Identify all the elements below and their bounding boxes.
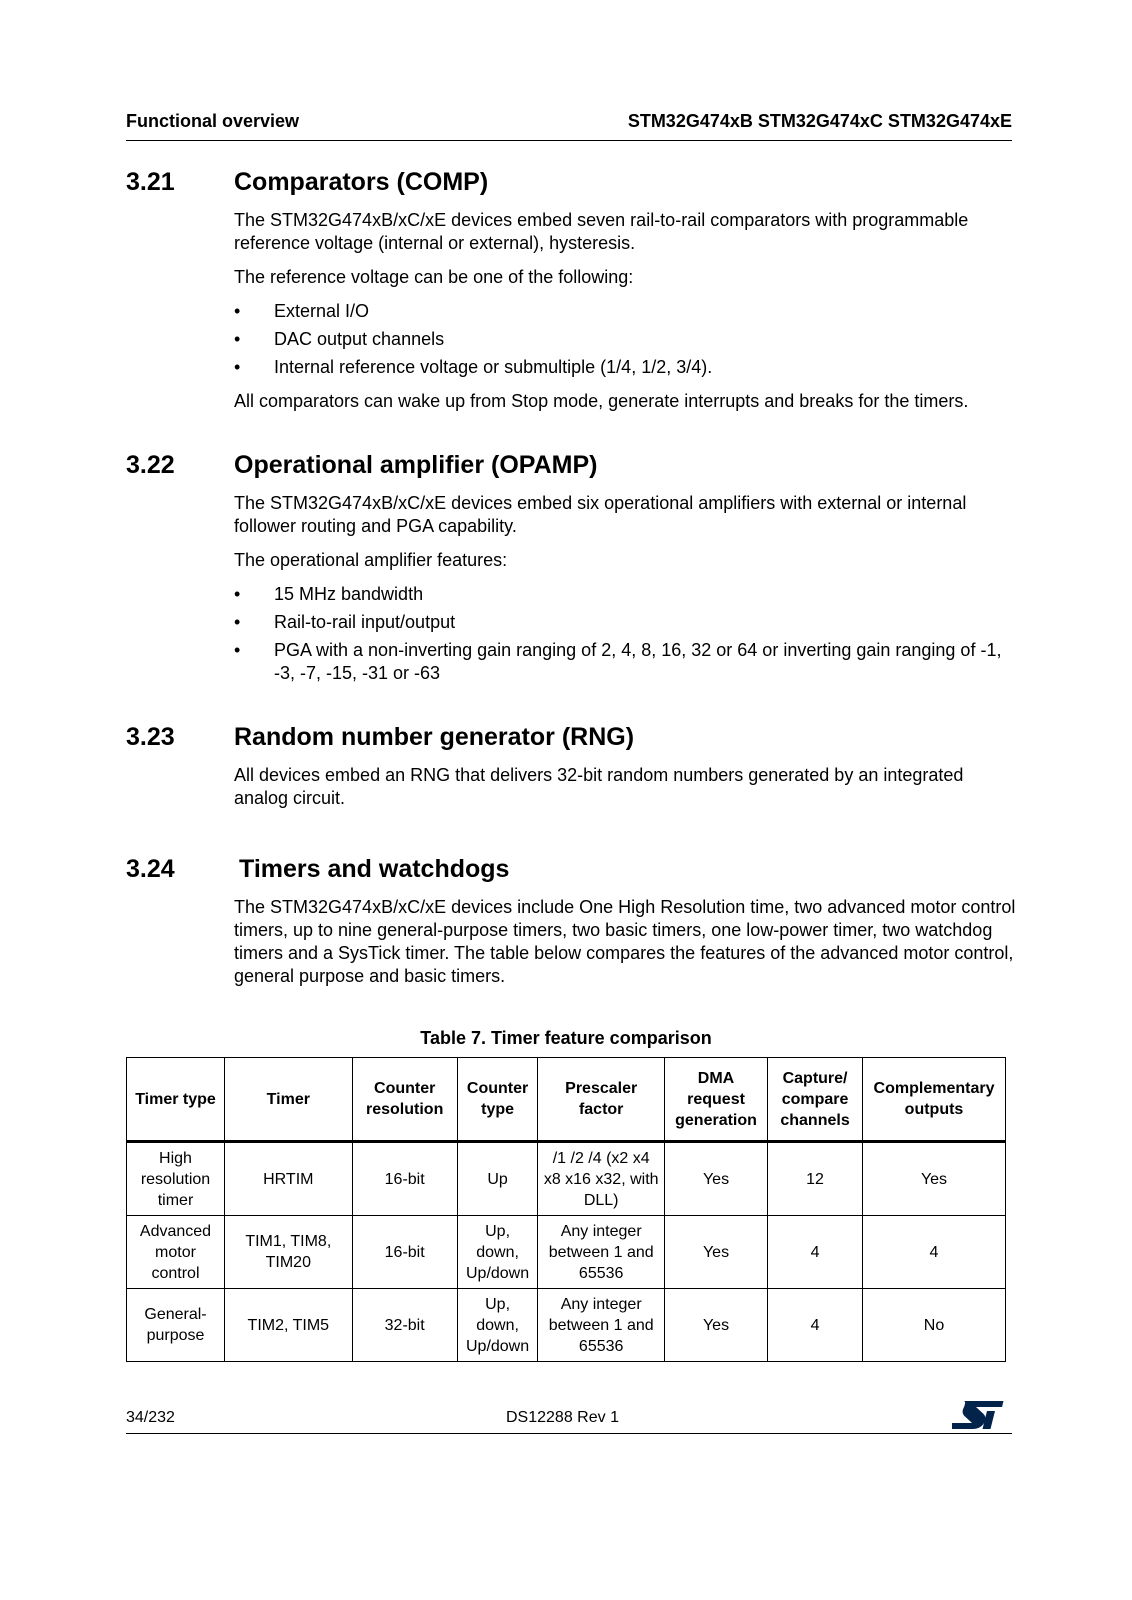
- section-body: [234, 209, 1016, 424]
- page-header: [126, 108, 1012, 141]
- table-cell: TIM1, TIM8, TIM20: [225, 1216, 353, 1289]
- bullet-list: [234, 300, 1016, 379]
- table-cell: No: [863, 1289, 1006, 1362]
- section-number: 3.24: [126, 855, 175, 883]
- timer-comparison-table: [126, 1057, 1006, 1362]
- page-number: 34/232: [126, 1409, 175, 1426]
- table-cell: Yes: [664, 1216, 767, 1289]
- bullet-list: [234, 583, 1016, 685]
- document-revision: DS12288 Rev 1: [506, 1409, 619, 1426]
- table-cell: Up: [457, 1142, 538, 1216]
- list-item: • External I/O: [234, 301, 370, 321]
- table-cell: 16-bit: [352, 1216, 457, 1289]
- section-body: [234, 764, 1016, 821]
- table-row: [127, 1289, 1006, 1362]
- table-cell: Advanced motor control: [127, 1216, 225, 1289]
- column-header: Counter type: [457, 1058, 538, 1142]
- table-cell: Yes: [664, 1289, 767, 1362]
- table-row: [127, 1216, 1006, 1289]
- section-body: [234, 492, 1016, 696]
- table-cell: HRTIM: [225, 1142, 353, 1216]
- column-header: Counter resolution: [352, 1058, 457, 1142]
- paragraph: All comparators can wake up from Stop mode, generate interrupts and breaks for the timers.: [234, 391, 969, 411]
- table-caption: Table 7. Timer feature comparison: [420, 1028, 712, 1048]
- column-header: Timer: [225, 1058, 353, 1142]
- page-footer: [126, 1403, 1012, 1434]
- table-cell: 4: [863, 1216, 1006, 1289]
- paragraph: The reference voltage can be one of the following:: [234, 267, 634, 287]
- table-cell: Any integer between 1 and 65536: [538, 1216, 665, 1289]
- header-section-title: Functional overview: [126, 111, 300, 131]
- table-cell: 4: [768, 1216, 863, 1289]
- table-cell: 4: [768, 1289, 863, 1362]
- table-cell: Up, down, Up/down: [457, 1289, 538, 1362]
- section-number: 3.23: [126, 723, 175, 751]
- table-header-row: [127, 1058, 1006, 1142]
- section-title: Comparators (COMP): [234, 168, 489, 196]
- section-title: Random number generator (RNG): [234, 723, 635, 751]
- column-header: Complementary outputs: [863, 1058, 1006, 1142]
- list-item: • Rail-to-rail input/output: [234, 612, 456, 632]
- paragraph: The STM32G474xB/xC/xE devices embed seven rail-to-rail comparators with programmable reference voltage (internal or external), hysteresis.: [234, 210, 969, 253]
- section-body: [234, 896, 1016, 999]
- table-cell: 32-bit: [352, 1289, 457, 1362]
- st-logo-icon: [952, 1399, 1008, 1436]
- section-number: 3.22: [126, 451, 175, 479]
- list-item: • DAC output channels: [234, 329, 445, 349]
- table-row: [127, 1142, 1006, 1216]
- table-cell: TIM2, TIM5: [225, 1289, 353, 1362]
- paragraph: The operational amplifier features:: [234, 550, 508, 570]
- table-cell: Up, down, Up/down: [457, 1216, 538, 1289]
- paragraph: All devices embed an RNG that delivers 32-bit random numbers generated by an integrated analog circuit.: [234, 765, 964, 808]
- section-number: 3.21: [126, 168, 175, 196]
- column-header: Timer type: [127, 1058, 225, 1142]
- table-cell: Yes: [664, 1142, 767, 1216]
- table-cell: General-purpose: [127, 1289, 225, 1362]
- paragraph: The STM32G474xB/xC/xE devices include One High Resolution time, two advanced motor control timers, up to nine general-purpose timers, two basic timers, one low-power timer, two watchdog timers and a SysTick timer. The table below compares the features of the advanced motor control, general purpose and basic timers.: [234, 897, 1016, 986]
- column-header: DMA request generation: [664, 1058, 767, 1142]
- paragraph: The STM32G474xB/xC/xE devices embed six operational amplifiers with external or internal follower routing and PGA capability.: [234, 493, 967, 536]
- table-cell: High resolution timer: [127, 1142, 225, 1216]
- list-item: • 15 MHz bandwidth: [234, 584, 424, 604]
- column-header: Prescaler factor: [538, 1058, 665, 1142]
- column-header: Capture/ compare channels: [768, 1058, 863, 1142]
- table-cell: 12: [768, 1142, 863, 1216]
- table-cell: Yes: [863, 1142, 1006, 1216]
- table-cell: 16-bit: [352, 1142, 457, 1216]
- list-item: • Internal reference voltage or submultiple (1/4, 1/2, 3/4).: [234, 357, 713, 377]
- section-title: Operational amplifier (OPAMP): [234, 451, 598, 479]
- list-item: • PGA with a non-inverting gain ranging of 2, 4, 8, 16, 32 or 64 or inverting gain ranging of -1, -3, -7, -15, -31 or -63: [234, 640, 1002, 683]
- table-cell: Any integer between 1 and 65536: [538, 1289, 665, 1362]
- header-part-numbers: STM32G474xB STM32G474xC STM32G474xE: [627, 111, 1012, 131]
- table-cell: /1 /2 /4 (x2 x4 x8 x16 x32, with DLL): [538, 1142, 665, 1216]
- section-title: Timers and watchdogs: [239, 855, 510, 883]
